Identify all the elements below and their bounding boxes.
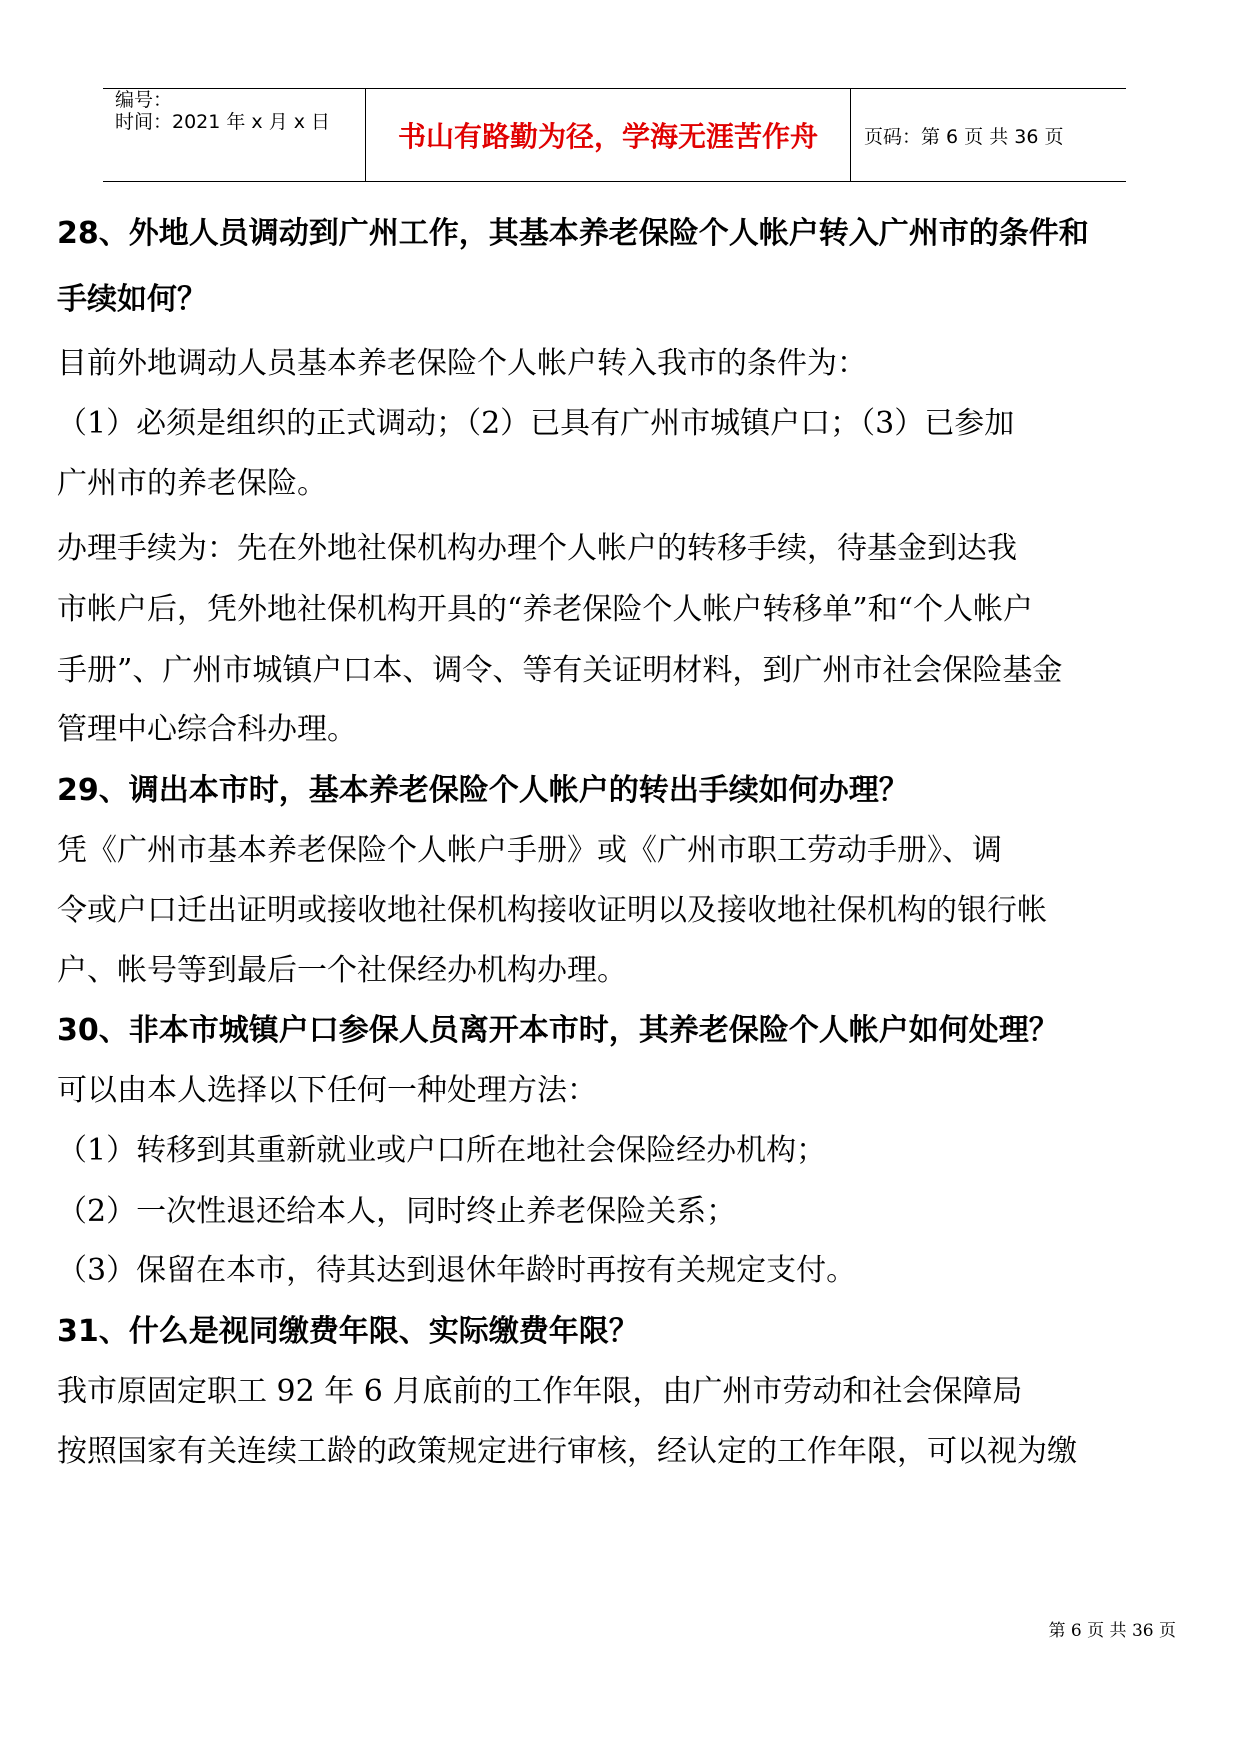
body-text-line: （2）一次性退还给本人，同时终止养老保险关系； [57,1194,737,1229]
body-text-line: （3）保留在本市，待其达到退休年龄时再按有关规定支付。 [57,1253,857,1288]
body-text-line: 广州市的养老保险。 [57,466,327,501]
document-time-label: 时间：2021 年 x 月 x 日 [115,111,331,133]
document-number-label: 编号： [115,89,173,111]
body-text-line: 可以由本人选择以下任何一种处理方法： [57,1073,597,1108]
document-header [103,88,1126,182]
section-heading: 29、调出本市时，基本养老保险个人帐户的转出手续如何办理？ [57,773,909,808]
section-heading: 30、非本市城镇户口参保人员离开本市时，其养老保险个人帐户如何处理？ [57,1013,1059,1048]
body-text-line: （1）转移到其重新就业或户口所在地社会保险经办机构； [57,1133,827,1168]
section-heading: 31、什么是视同缴费年限、实际缴费年限？ [57,1314,639,1349]
section-heading: 28、外地人员调动到广州工作，其基本养老保险个人帐户转入广州市的条件和 [57,216,1089,251]
header-motto-cell [365,89,851,181]
header-meta-cell [103,89,365,181]
body-text-line: 市帐户后，凭外地社保机构开具的“养老保险个人帐户转移单”和“个人帐户 [57,592,1034,627]
header-page-cell [850,89,1126,181]
body-text-line: 办理手续为：先在外地社保机构办理个人帐户的转移手续，待基金到达我 [57,531,1017,566]
body-text-line: 按照国家有关连续工龄的政策规定进行审核，经认定的工作年限，可以视为缴 [57,1434,1077,1469]
body-text-line: 手册”、广州市城镇户口本、调令、等有关证明材料，到广州市社会保险基金 [57,653,1063,688]
body-text-line: 管理中心综合科办理。 [57,712,357,747]
page-footer: 第 6 页 共 36 页 [1048,1621,1176,1641]
body-text-line: 凭《广州市基本养老保险个人帐户手册》或《广州市职工劳动手册》、调 [57,833,1002,868]
body-text-line: 目前外地调动人员基本养老保险个人帐户转入我市的条件为： [57,346,867,381]
header-page-code: 页码：第 6 页 共 36 页 [864,126,1064,148]
body-text-line: 户、帐号等到最后一个社保经办机构办理。 [57,953,627,988]
section-heading: 手续如何？ [57,282,207,317]
body-text-line: 我市原固定职工 92 年 6 月底前的工作年限，由广州市劳动和社会保障局 [57,1374,1023,1409]
body-text-line: 令或户口迁出证明或接收地社保机构接收证明以及接收地社保机构的银行帐 [57,893,1047,928]
body-text-line: （1）必须是组织的正式调动；（2）已具有广州市城镇户口；（3）已参加 [57,406,1015,441]
header-motto: 书山有路勤为径，学海无涯苦作舟 [397,120,818,153]
